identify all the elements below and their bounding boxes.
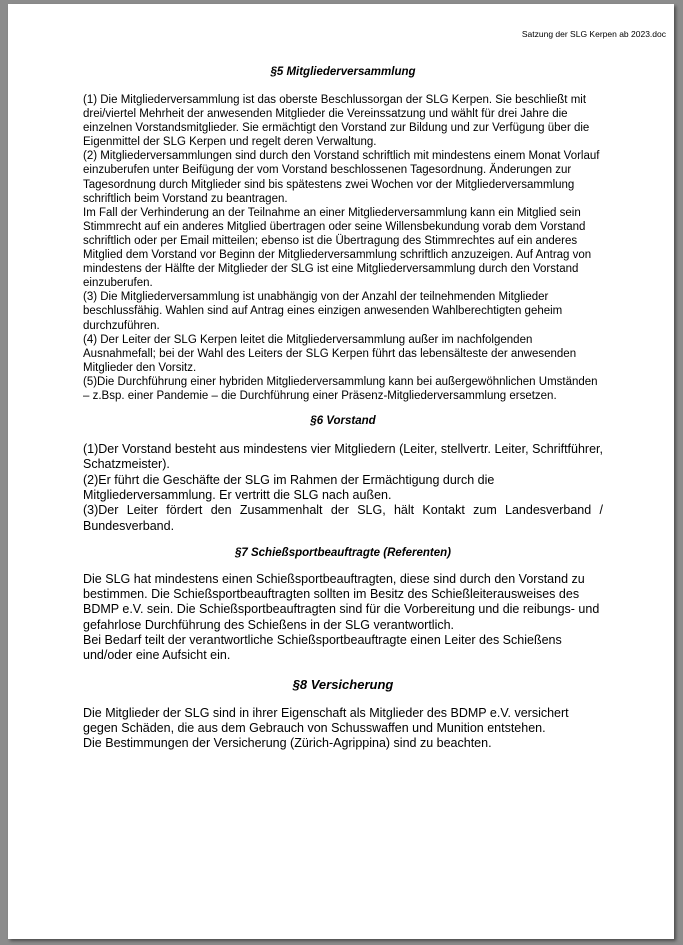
document-header-filename: Satzung der SLG Kerpen ab 2023.doc xyxy=(521,29,666,39)
section-5-paragraph: (3) Die Mitgliederversammlung ist unabhängig von der Anzahl der teilnehmenden Mitglieder beschlussfähig. Wahlen sind auf Antrag eines einzigen anwesenden Wahlberechtigten geheim durchzuführen. xyxy=(83,291,563,332)
document-body xyxy=(83,66,603,752)
document-page xyxy=(8,4,674,939)
section-5-paragraph: (1) Die Mitgliederversammlung ist das oberste Beschlussorgan der SLG Kerpen. Sie beschließt mit drei/viertel Mehrheit der anwesenden Mitglieder die Vereinssatzung und wählt für drei Jahre die einzelnen Vorstandsmitglieder. Sie ermächtigt den Vorstand zur Bildung und zur Verfügung über die Eigenmittel der SLG Kerpen und regelt deren Verwaltung. xyxy=(83,94,590,149)
section-6-paragraph: (2)Er führt die Geschäfte der SLG im Rahmen der Ermächtigung durch die Mitgliederversammlung. Er vertritt die SLG nach außen. xyxy=(83,472,495,502)
section-6-title: §6 Vorstand xyxy=(310,415,376,428)
section-5-title: §5 Mitgliederversammlung xyxy=(270,66,416,78)
section-8-paragraph: gegen Schäden, die aus dem Gebrauch von Schusswaffen und Munition entstehen. xyxy=(83,720,546,735)
section-5-body xyxy=(83,93,603,403)
section-5-paragraph: Im Fall der Verhinderung an der Teilnahme an einer Mitgliederversammlung kann ein Mitglied sein Stimmrecht auf ein anderes Mitglied übertragen oder seine Willensbekundung vorab dem Vorstand schriftlich oder per Email mitteilen; ebenso ist die Übertragung des Stimmrechtes auf ein anderes Mitglied dem Vorstand vor Beginn der Mitgliederversammlung schriftlich anzuzeigen. Auf Antrag von mindestens der Hälfte der Mitglieder der SLG ist eine Mitgliederversammlung durch den Vorstand einzuberufen. xyxy=(83,206,592,290)
section-6-paragraph: (1)Der Vorstand besteht aus mindestens vier Mitgliedern (Leiter, stellvertr. Leiter, Schriftführer, Schatzmeister). xyxy=(83,442,603,472)
section-5-paragraph: (4) Der Leiter der SLG Kerpen leitet die Mitgliederversammlung außer im nachfolgenden Ausnahmefall; bei der Wahl des Leiters der SLG Kerpen führt das lebensälteste der anwesenden Mitglieder den Vorsitz. xyxy=(83,333,577,374)
section-7-body xyxy=(83,572,603,664)
section-7-paragraph: Bei Bedarf teilt der verantwortliche Schießsportbeauftragte einen Leiter des Schießens und/oder eine Aufsicht ein. xyxy=(83,633,562,663)
section-5-paragraph: (5)Die Durchführung einer hybriden Mitgliederversammlung kann bei außergewöhnlichen Umständen – z.Bsp. einer Pandemie – die Durchführung einer Präsenz-Mitgliederversammlung ersetzen. xyxy=(83,375,598,402)
section-8-paragraph: Die Bestimmungen der Versicherung (Zürich-Agrippina) sind zu beachten. xyxy=(83,736,492,751)
section-8-title: §8 Versicherung xyxy=(292,676,394,692)
section-8-body xyxy=(83,706,603,752)
section-6-paragraph: (3)Der Leiter fördert den Zusammenhalt der SLG, hält Kontakt zum Landesverband / Bundesverband. xyxy=(83,503,603,533)
section-6-body xyxy=(83,442,603,534)
section-8-paragraph: Die Mitglieder der SLG sind in ihrer Eigenschaft als Mitglieder des BDMP e.V. versichert xyxy=(83,705,569,720)
section-7-paragraph: Die SLG hat mindestens einen Schießsportbeauftragten, diese sind durch den Vorstand zu bestimmen. Die Schießsportbeauftragten sollten im Besitz des Schießleiterausweises des BDMP e.V. sein. Die Schießsportbeauftragten sind für die Vorbereitung und die reibungs- und gefahrlose Durchführung des Schießens in der SLG verantwortlich. xyxy=(83,571,600,632)
section-5-paragraph: (2) Mitgliederversammlungen sind durch den Vorstand schriftlich mit mindestens einem Monat Vorlauf einzuberufen unter Beifügung der vom Vorstand beschlossenen Tagesordnung. Änderungen zur Tagesordnung durch Mitglieder sind bis spätestens zwei Wochen vor der Mitgliederversammlung schriftlich beim Vorstand zu beantragen. xyxy=(83,150,600,205)
section-7-title: §7 Schießsportbeauftragte (Referenten) xyxy=(235,546,451,559)
